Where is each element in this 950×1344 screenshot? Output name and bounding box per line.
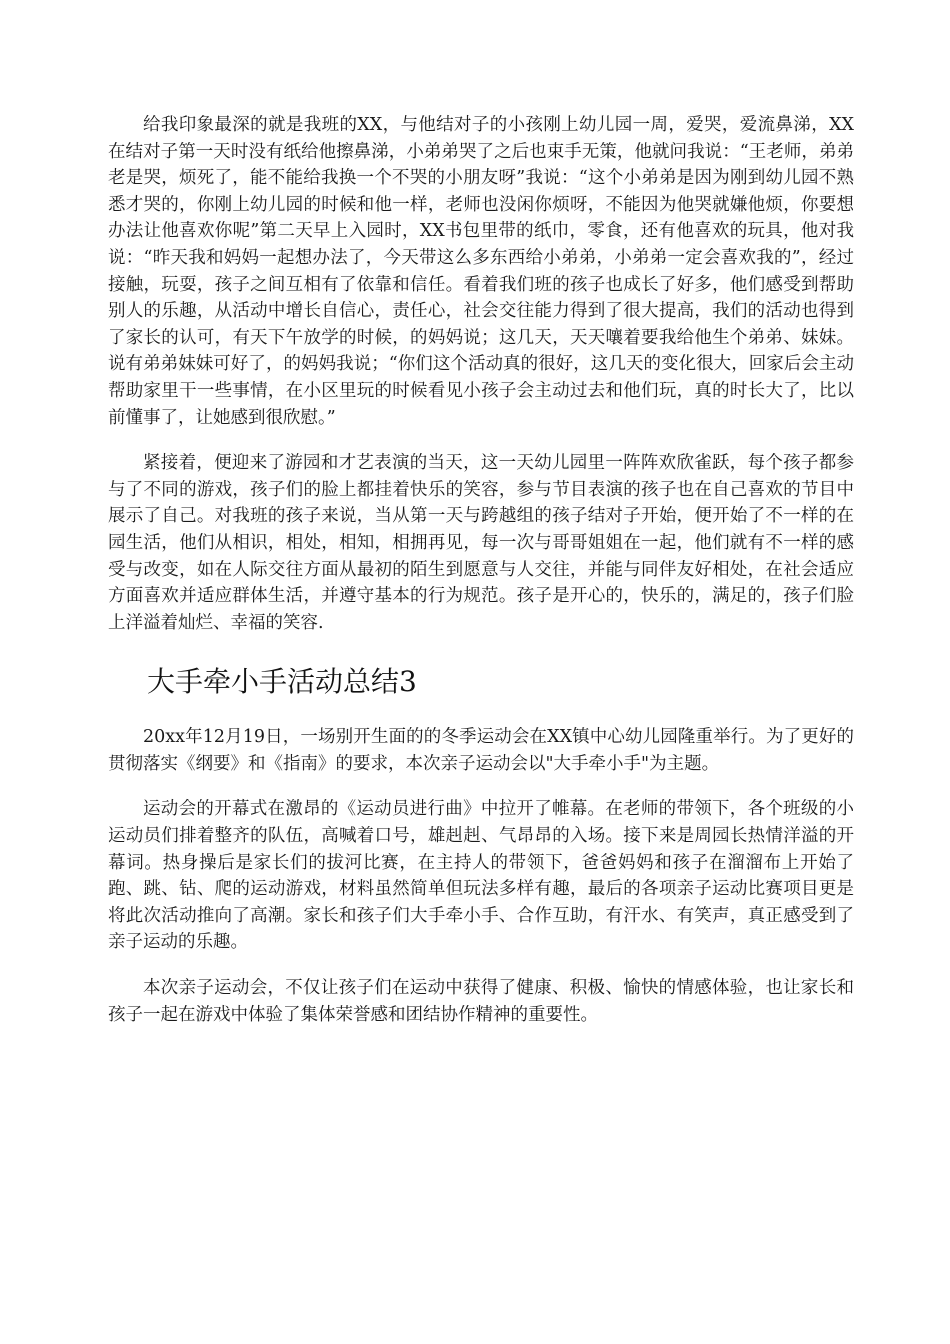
paragraph-conclusion: 本次亲子运动会，不仅让孩子们在运动中获得了健康、积极、愉快的情感体验，也让家长和孩子一起在游戏中体验了集体荣誉感和团结协作精神的重要性。 [108,978,854,1025]
paragraph-sports-meet-intro: 20xx年12月19日，一场别开生面的的冬季运动会在XX镇中心幼儿园隆重举行。为了更好的贯彻落实《纲要》和《指南》的要求，本次亲子运动会以"大手牵小手"为主题。 [108,727,854,774]
section-heading: 大手牵小手活动总结3 [147,665,417,699]
paragraph-garden-party: 紧接着，便迎来了游园和才艺表演的当天，这一天幼儿园里一阵阵欢欣雀跃，每个孩子都参与了不同的游戏，孩子们的脸上都挂着快乐的笑容，参与节目表演的孩子也在自己喜欢的节目中展示了自己。对我班的孩子来说，当从第一天与跨越组的孩子结对子开始，便开始了不一样的在园生活，他们从相识，相处，相知，相拥再见，每一次与哥哥姐姐在一起，他们就有不一样的感受与改变，如在人际交往方面从最初的陌生到愿意与人交往，并能与同伴友好相处，在社会适应方面喜欢并适应群体生活，并遵守基本的行为规范。孩子是开心的，快乐的，满足的，孩子们脸上洋溢着灿烂、幸福的笑容. [108,453,854,633]
document-page [108,112,854,1028]
paragraph-pairing-story: 给我印象最深的就是我班的XX，与他结对子的小孩刚上幼儿园一周，爱哭，爱流鼻涕，XX在结对子第一天时没有纸给他擦鼻涕，小弟弟哭了之后也束手无策，他就问我说：“王老师，弟弟老是哭，烦死了，能不能给我换一个不哭的小朋友呀”我说：“这个小弟弟是因为刚到幼儿园不熟悉才哭的，你刚上幼儿园的时候和他一样，老师也没闲你烦呀，不能因为他哭就嫌他烦，你要想办法让他喜欢你呢”第二天早上入园时，XX书包里带的纸巾，零食，还有他喜欢的玩具，他对我说：“昨天我和妈妈一起想办法了，今天带这么多东西给小弟弟，小弟弟一定会喜欢我的”，经过接触，玩耍，孩子之间互相有了依靠和信任。看着我们班的孩子也成长了好多，他们感受到帮助别人的乐趣，从活动中增长自信心，责任心，社会交往能力得到了很大提高，我们的活动也得到了家长的认可，有天下午放学的时候，的妈妈说；这几天，天天嚷着要我给他生个弟弟、妹妹。说有弟弟妹妹可好了，的妈妈我说；“你们这个活动真的很好，这几天的变化很大，回家后会主动帮助家里干一些事情，在小区里玩的时候看见小孩子会主动过去和他们玩，真的时长大了，比以前懂事了，让她感到很欣慰。” [108,115,854,428]
paragraph-opening-ceremony: 运动会的开幕式在激昂的《运动员进行曲》中拉开了帷幕。在老师的带领下，各个班级的小运动员们排着整齐的队伍，高喊着口号，雄赳赳、气昂昂的入场。接下来是周园长热情洋溢的开幕词。热身操后是家长们的拔河比赛，在主持人的带领下，爸爸妈妈和孩子在溜溜布上开始了跑、跳、钻、爬的运动游戏，材料虽然简单但玩法多样有趣，最后的各项亲子运动比赛项目更是将此次活动推向了高潮。家长和孩子们大手牵小手、合作互助，有汗水、有笑声，真正感受到了亲子运动的乐趣。 [108,799,854,953]
